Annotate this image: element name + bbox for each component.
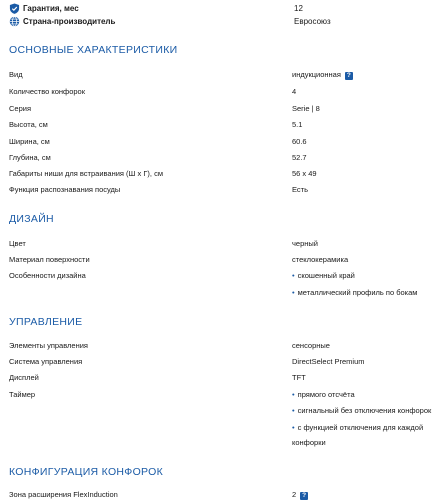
spec-row — [9, 152, 429, 164]
bullet-text: с функцией отключения для каждой — [297, 423, 424, 432]
spec-row — [9, 270, 429, 282]
globe-icon — [9, 16, 20, 27]
spec-row — [9, 340, 429, 352]
spec-row-continued — [9, 287, 429, 299]
spec-value: 56 x 49 — [292, 169, 317, 178]
spec-row — [9, 136, 429, 148]
spec-key: Таймер — [9, 390, 36, 399]
help-icon[interactable]: ? — [300, 492, 308, 500]
bullet-text: скошенный край — [297, 271, 355, 280]
spec-row-continued — [9, 405, 432, 417]
spec-key: Зона расширения FlexInduction — [9, 490, 118, 499]
country-value: Евросоюз — [294, 17, 331, 26]
spec-key: Функция распознавания посуды — [9, 185, 121, 194]
spec-row — [9, 238, 429, 250]
spec-value: DirectSelect Premium — [292, 357, 365, 366]
help-icon[interactable]: ? — [345, 72, 353, 80]
spec-row-continued — [9, 422, 429, 434]
section-title-main: ОСНОВНЫЕ ХАРАКТЕРИСТИКИ — [9, 44, 178, 56]
spec-row — [9, 389, 429, 401]
bullet-dot: • — [292, 288, 295, 297]
spec-key: Серия — [9, 104, 32, 113]
bullet-text-continued: конфорки — [292, 438, 326, 447]
spec-key: Количество конфорок — [9, 87, 86, 96]
spec-row — [9, 372, 429, 384]
spec-key: Габариты ниши для встраивания (Ш x Г), см — [9, 169, 163, 178]
spec-value: черный — [292, 239, 318, 248]
spec-value: Serie | 8 — [292, 104, 320, 113]
spec-value-bullet — [292, 422, 423, 433]
spec-key: Глубина, см — [9, 153, 51, 162]
spec-key: Цвет — [9, 239, 26, 248]
spec-key: Ширина, см — [9, 137, 50, 146]
spec-row — [9, 86, 429, 98]
spec-value-bullet — [292, 389, 355, 400]
spec-value — [292, 489, 308, 500]
spec-value-wrap — [292, 437, 326, 448]
bullet-dot: • — [292, 406, 295, 415]
spec-value: TFT — [292, 373, 306, 382]
section-title-burners: КОНФИГУРАЦИЯ КОНФОРОК — [9, 466, 164, 478]
spec-key: Вид — [9, 70, 23, 79]
spec-key: Материал поверхности — [9, 255, 90, 264]
country-row — [9, 16, 429, 29]
spec-value — [292, 69, 353, 80]
spec-key: Особенности дизайна — [9, 271, 86, 280]
warranty-row — [9, 3, 429, 16]
spec-row — [9, 489, 429, 501]
bullet-text: сигнальный без отключения конфорок — [297, 406, 432, 415]
spec-value-text: индукционная — [292, 70, 341, 79]
spec-row — [9, 119, 429, 131]
spec-value-bullet — [292, 405, 431, 416]
spec-row — [9, 168, 429, 180]
warranty-value: 12 — [294, 4, 303, 13]
spec-value: 52.7 — [292, 153, 307, 162]
bullet-text: прямого отсчёта — [297, 390, 355, 399]
bullet-dot: • — [292, 423, 295, 432]
spec-value: сенсорные — [292, 341, 330, 350]
spec-value: 4 — [292, 87, 297, 96]
spec-value: 60.6 — [292, 137, 307, 146]
country-label: Страна-производитель — [23, 17, 116, 26]
bullet-text: металлический профиль по бокам — [297, 288, 418, 297]
spec-key: Элементы управления — [9, 341, 88, 350]
bullet-dot: • — [292, 271, 295, 280]
spec-row — [9, 254, 429, 266]
spec-row — [9, 103, 429, 115]
spec-row-continued — [9, 437, 429, 449]
spec-key: Дисплей — [9, 373, 39, 382]
spec-value: Есть — [292, 185, 309, 194]
spec-row — [9, 356, 429, 368]
spec-value-bullet — [292, 270, 355, 281]
spec-value-bullet — [292, 287, 417, 298]
bullet-dot: • — [292, 390, 295, 399]
shield-check-icon — [9, 3, 20, 14]
section-title-design: ДИЗАЙН — [9, 213, 54, 225]
spec-value-text: 2 — [292, 490, 297, 499]
spec-row — [9, 69, 429, 81]
spec-value: 5.1 — [292, 120, 303, 129]
spec-value: стеклокерамика — [292, 255, 349, 264]
spec-key: Высота, см — [9, 120, 48, 129]
spec-row — [9, 184, 429, 196]
warranty-label: Гарантия, мес — [23, 4, 79, 13]
section-title-control: УПРАВЛЕНИЕ — [9, 316, 83, 328]
spec-key: Система управления — [9, 357, 83, 366]
